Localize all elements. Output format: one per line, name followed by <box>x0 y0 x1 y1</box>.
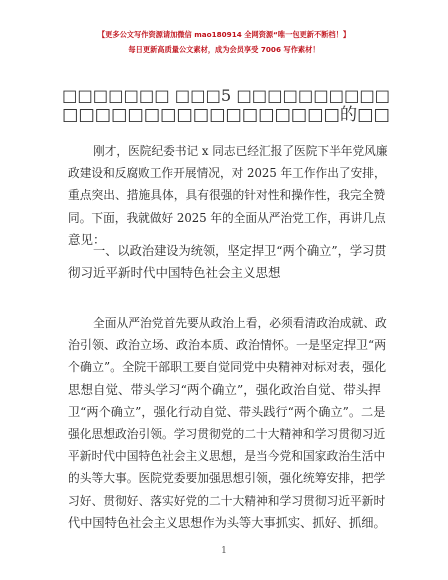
promo-banner-line-1: 【更多公文写作资源请加微信 mao180914 全网资源“唯一包更新不断档！】 <box>97 30 351 39</box>
paragraph-line: 政建设和反腐败工作开展情况，对 2025 年工作作出了安排， <box>68 166 386 181</box>
paragraph-line: 重点突出、措施具体，具有很强的针对性和操作性，我完全赞 <box>68 188 386 203</box>
paragraph-line: 习好、贯彻好、落实好党的二十大精神和学习贯彻习近平新时 <box>68 493 386 508</box>
paragraph-line: 平新时代中国特色社会主义思想，是当今党和国家政治生活中 <box>68 449 386 464</box>
paragraph-line: 代中国特色社会主义思想作为头等大事抓实、抓好、抓细。 <box>68 515 386 530</box>
document-title-line-1: □□□□□□□ □□□5 □□□□□□□□□□ <box>62 86 391 105</box>
paragraph-line: 卫“两个确立”，强化行动自觉、带头践行“两个确立”。二是 <box>68 404 386 419</box>
paragraph-line: 治引领、政治立场、政治本质、政治情怀。一是坚定捍卫“两 <box>68 338 387 353</box>
paragraph-line: 全面从严治党首先要从政治上看，必须看清政治成就、政 <box>93 316 387 330</box>
paragraph-line: 的头等大事。医院党委要加强思想引领，强化统筹安排，把学 <box>68 471 386 486</box>
page-number: 1 <box>221 546 227 556</box>
document-title-line-2: □□□□□□□□□□□□□□□□□的□□ <box>62 105 390 125</box>
paragraph-line: 同。下面，我就做好 2025 年的全面从严治党工作，再讲几点 <box>68 210 386 225</box>
paragraph-section-1-body <box>68 312 388 534</box>
paragraph-line: 强化思想政治引领。学习贯彻党的二十大精神和学习贯彻习近 <box>68 427 386 442</box>
paragraph-line: 意见： <box>68 231 106 247</box>
paragraph-intro <box>68 140 388 251</box>
promo-banner-line-2: 每日更新高质量公文素材，成为会员享受 7006 写作素材！ <box>128 45 320 54</box>
heading-line: 彻习近平新时代中国特色社会主义思想 <box>68 265 281 281</box>
paragraph-line: 刚才，医院纪委书记 x 同志已经汇报了医院下半年党风廉 <box>93 144 388 158</box>
paragraph-line: 思想自觉、带头学习“两个确立”，强化政治自觉、带头捍 <box>68 381 381 397</box>
section-heading-1 <box>68 240 388 284</box>
heading-line: 一、以政治建设为统领，坚定捍卫“两个确立”，学习贯 <box>93 244 387 258</box>
paragraph-line: 个确立”。全院干部职工要自觉同党中央精神对标对表，强化 <box>68 360 387 375</box>
